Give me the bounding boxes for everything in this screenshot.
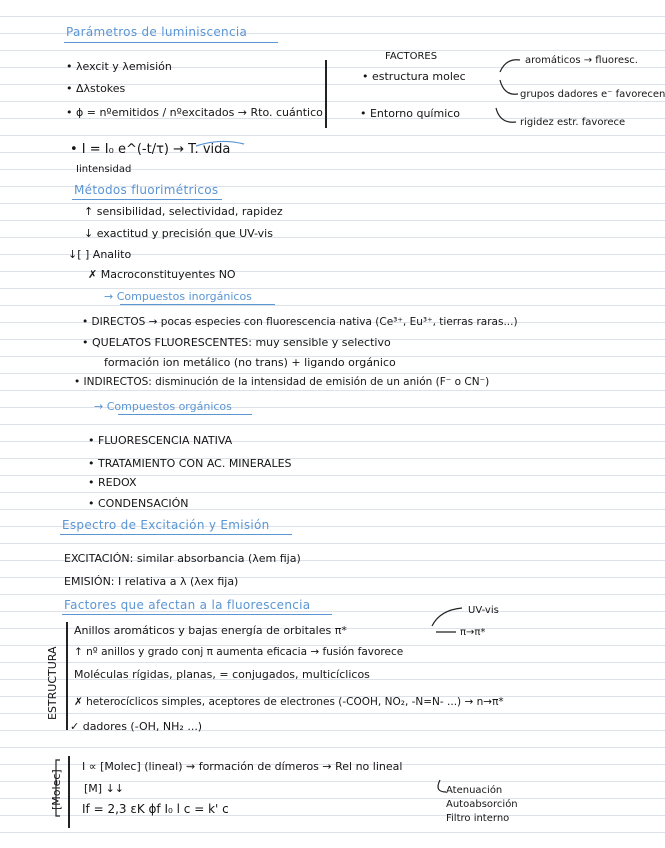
factores-entorno: • Entorno químico: [360, 107, 461, 120]
line-anillos: Anillos aromáticos y bajas energía de orbitales π*: [74, 624, 347, 637]
line-intensity: • I = I₀ e^(-t/τ) → T. vida: [70, 142, 231, 157]
bracket-molec: [68, 756, 70, 828]
line-dadores: ✓ dadores (-OH, NH₂ ...): [70, 720, 203, 733]
note-atenuacion: Atenuación: [446, 785, 503, 796]
heading-underline: [64, 42, 278, 43]
bracket-estructura: [66, 622, 68, 730]
factores-note-rigidez: rigidez estr. favorece: [520, 117, 626, 128]
line-tratamiento: • TRATAMIENTO CON AC. MINERALES: [88, 457, 292, 470]
heading-metodos: Métodos fluorimétricos: [74, 183, 219, 197]
line-quelatos: • QUELATOS FLUORESCENTES: muy sensible y selectivo: [82, 336, 391, 349]
factores-estructura: • estructura molec: [362, 70, 466, 83]
factores-note-dadores: grupos dadores e⁻ favorecen: [520, 89, 665, 100]
line-rigidas: Moléculas rígidas, planas, = conjugados, multicíclicos: [74, 668, 370, 681]
note-autoabsorcion: Autoabsorción: [446, 799, 518, 810]
line-condensacion: • CONDENSACIÓN: [88, 497, 189, 510]
line-stokes: • Δλstokes: [66, 82, 126, 95]
line-macro: ✗ Macroconstituyentes NO: [88, 268, 236, 281]
line-analito: ↓[ ] Analito: [68, 248, 132, 261]
heading-espectro: Espectro de Excitación y Emisión: [62, 518, 270, 532]
label-inorganicos: → Compuestos inorgánicos: [104, 290, 252, 303]
line-lambda: • λexcit y λemisión: [66, 60, 172, 73]
factores-note-aromaticos: aromáticos → fluoresc.: [525, 55, 638, 66]
arrow-aromaticos: [500, 60, 520, 72]
line-nativa: • FLUORESCENCIA NATIVA: [88, 434, 233, 447]
label-molec: [Molec]: [50, 769, 63, 810]
line-exactitud: ↓ exactitud y precisión que UV-vis: [84, 227, 273, 240]
underline-organicos: [118, 414, 252, 415]
label-estructura: ESTRUCTURA: [46, 646, 59, 720]
line-formula: If = 2,3 εK ϕf I₀ l c = k' c: [82, 802, 229, 816]
arrow-rigidez: [496, 108, 516, 122]
line-lineal: I ∝ [Molec] (lineal) ⇝ formación de dímeros → Rel no lineal: [82, 760, 403, 773]
factores-title: FACTORES: [385, 51, 438, 62]
line-redox: • REDOX: [88, 476, 137, 489]
line-indirectos: • INDIRECTOS: disminución de la intensidad de emisión de un anión (F⁻ o CN⁻): [74, 376, 490, 388]
line-sensibilidad: ↑ sensibilidad, selectividad, rapidez: [84, 205, 283, 218]
heading-underline: [62, 614, 332, 615]
heading-parametros: Parámetros de luminiscencia: [66, 25, 248, 39]
line-emision: EMISIÓN: I relativa a λ (λex fija): [64, 575, 239, 588]
heading-factores: Factores que afectan a la fluorescencia: [64, 598, 311, 612]
line-excitacion: EXCITACIÓN: similar absorbancia (λem fija): [64, 552, 301, 565]
note-pi-pi: π→π*: [460, 627, 486, 638]
label-organicos: → Compuestos orgánicos: [94, 400, 232, 413]
line-formacion: formación ion metálico (no trans) + ligando orgánico: [104, 356, 396, 369]
line-directos: • DIRECTOS → pocas especies con fluorescencia nativa (Ce³⁺, Eu³⁺, tierras raras...): [82, 316, 518, 328]
underline-inorganicos: [120, 304, 275, 305]
heading-underline: [60, 534, 292, 535]
arrow-dadores: [500, 80, 518, 94]
heading-underline: [72, 199, 222, 200]
arrow-atenuacion: [438, 780, 446, 792]
line-m: [M] ↓↓: [84, 782, 125, 795]
line-num-anillos: ↑ nº anillos y grado conj π aumenta eficacia → fusión favorece: [74, 646, 404, 658]
note-uv-vis: UV-vis: [468, 605, 499, 616]
line-phi: • ϕ = nºemitidos / nºexcitados → Rto. cuántico: [66, 106, 323, 119]
divider-vertical: [325, 60, 327, 128]
note-filtro: Filtro interno: [446, 813, 510, 824]
line-heterociclicos: ✗ heterocíclicos simples, aceptores de electrones (-COOH, NO₂, -N=N- ...) → n→π*: [74, 696, 504, 708]
arrow-uv: [432, 608, 462, 626]
intensity-note: Iintensidad: [76, 164, 132, 175]
